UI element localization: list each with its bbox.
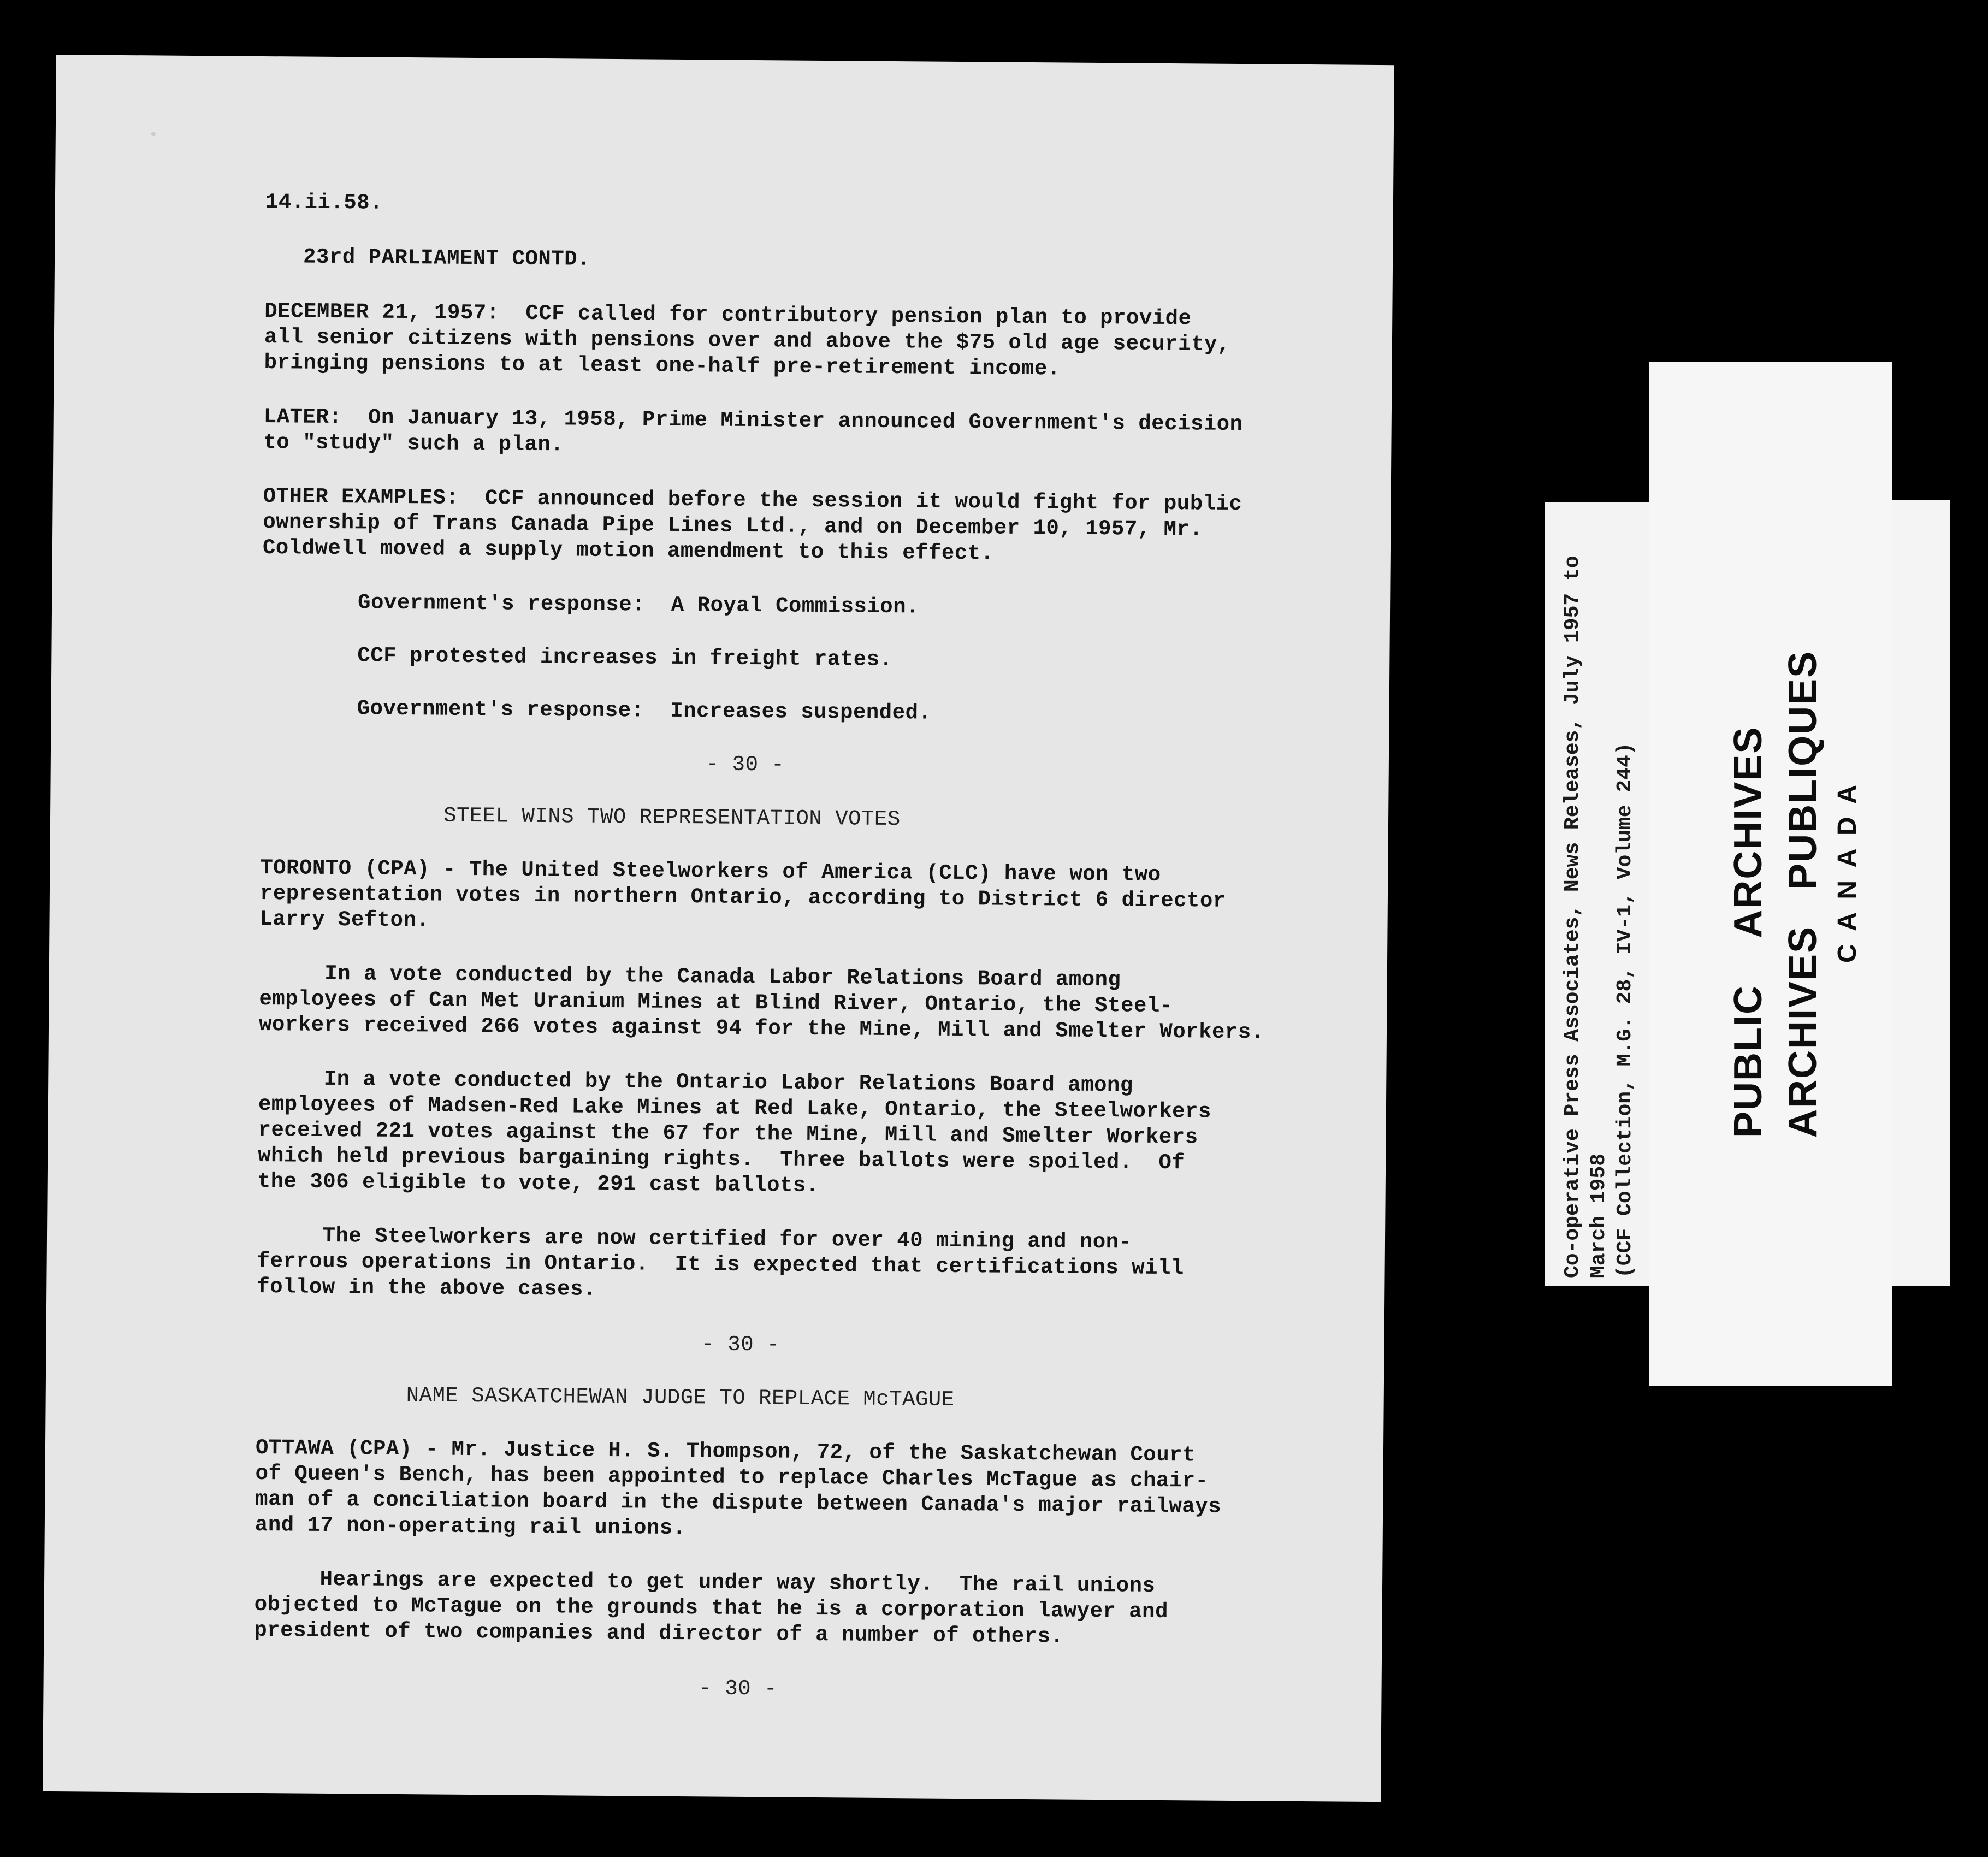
indented-line: CCF protested increases in freight rates. xyxy=(357,643,893,672)
story-headline: STEEL WINS TWO REPRESENTATION VOTES xyxy=(443,803,901,832)
stamp-line: C A N A D A xyxy=(1833,782,1862,963)
story-headline: NAME SASKATCHEWAN JUDGE TO REPLACE McTAGUE xyxy=(406,1383,955,1412)
paragraph-line: DECEMBER 21, 1957: CCF called for contributory pension plan to provide xyxy=(264,299,1192,331)
paragraph-line: president of two companies and director of a number of others. xyxy=(254,1618,1064,1649)
paragraph-line: of Queen's Bench, has been appointed to replace Charles McTague as chair- xyxy=(255,1461,1209,1493)
document-date: 14.ii.58. xyxy=(265,190,383,215)
section-heading: 23rd PARLIAMENT CONTD. xyxy=(303,245,591,271)
paragraph-line: Hearings are expected to get under way shortly. The rail unions xyxy=(254,1566,1156,1598)
archive-label-tab xyxy=(1887,500,1950,1286)
paragraph-line: Larry Sefton. xyxy=(259,907,430,933)
paragraph-line: TORONTO (CPA) - The United Steelworkers of America (CLC) have won two xyxy=(260,855,1161,887)
paragraph-line: In a vote conducted by the Ontario Labor Relations Board among xyxy=(258,1066,1133,1098)
paragraph-line: ownership of Trans Canada Pipe Lines Ltd., and on December 10, 1957, Mr. xyxy=(263,510,1203,542)
paragraph-line: to "study" such a plan. xyxy=(263,430,564,457)
paragraph-line: man of a conciliation board in the dispute between Canada's major railways xyxy=(255,1487,1222,1519)
paragraph-line: Coldwell moved a supply motion amendment to this effect. xyxy=(262,535,994,566)
paragraph-line: received 221 votes against the 67 for the Mine, Mill and Smelter Workers xyxy=(258,1117,1198,1150)
paragraph-line: employees of Can Met Uranium Mines at Blind River, Ontario, the Steel- xyxy=(259,986,1173,1019)
paragraph-line: which held previous bargaining rights. Three ballots were spoiled. Of xyxy=(258,1143,1185,1175)
paragraph-line: bringing pensions to at least one-half pre-retirement income. xyxy=(264,351,1061,381)
document-page xyxy=(43,55,1394,1802)
separator: - 30 - xyxy=(699,1676,778,1701)
paragraph-line: follow in the above cases. xyxy=(257,1274,596,1302)
archive-caption-strip xyxy=(1545,502,1649,1286)
paragraph-line: objected to McTague on the grounds that he is a corporation lawyer and xyxy=(254,1592,1169,1624)
paragraph-line: OTHER EXAMPLES: CCF announced before the session it would fight for public xyxy=(263,484,1242,517)
indented-line: Government's response: A Royal Commission. xyxy=(357,590,920,619)
speck xyxy=(151,132,156,136)
caption-line: March 1958 xyxy=(1587,1153,1611,1278)
paragraph-line: workers received 266 votes against 94 for the Mine, Mill and Smelter Workers. xyxy=(258,1012,1264,1045)
paragraph-line: and 17 non-operating rail unions. xyxy=(255,1512,686,1541)
stamp-line: ARCHIVES PUBLIQUES xyxy=(1781,650,1825,1138)
paragraph-line: employees of Madsen-Red Lake Mines at Red Lake, Ontario, the Steelworkers xyxy=(258,1092,1212,1124)
separator: - 30 - xyxy=(706,752,785,777)
caption-line: (CCF Collection, M.G. 28, IV-1, Volume 244) xyxy=(1613,742,1637,1278)
separator: - 30 - xyxy=(701,1332,780,1357)
paragraph-line: ferrous operations in Ontario. It is expected that certifications will xyxy=(257,1249,1184,1281)
paragraph-line: representation votes in northern Ontario, according to District 6 director xyxy=(259,881,1226,913)
paragraph-line: all senior citizens with pensions over and above the $75 old age security, xyxy=(264,325,1230,357)
paragraph-line: LATER: On January 13, 1958, Prime Minister announced Government's decision xyxy=(263,405,1243,437)
paragraph-line: The Steelworkers are now certified for over 40 mining and non- xyxy=(257,1223,1132,1255)
archive-stamp-card xyxy=(1649,362,1892,1386)
paragraph-line: the 306 eligible to vote, 291 cast ballots. xyxy=(257,1169,819,1198)
stamp-line: PUBLIC ARCHIVES xyxy=(1726,726,1770,1138)
indented-line: Government's response: Increases suspended. xyxy=(357,696,932,725)
paragraph-line: OTTAWA (CPA) - Mr. Justice H. S. Thompson, 72, of the Saskatchewan Court xyxy=(255,1435,1196,1468)
paragraph-line: In a vote conducted by the Canada Labor Relations Board among xyxy=(259,961,1121,992)
caption-line: Co-operative Press Associates, News Releases, July 1957 to xyxy=(1561,555,1584,1278)
